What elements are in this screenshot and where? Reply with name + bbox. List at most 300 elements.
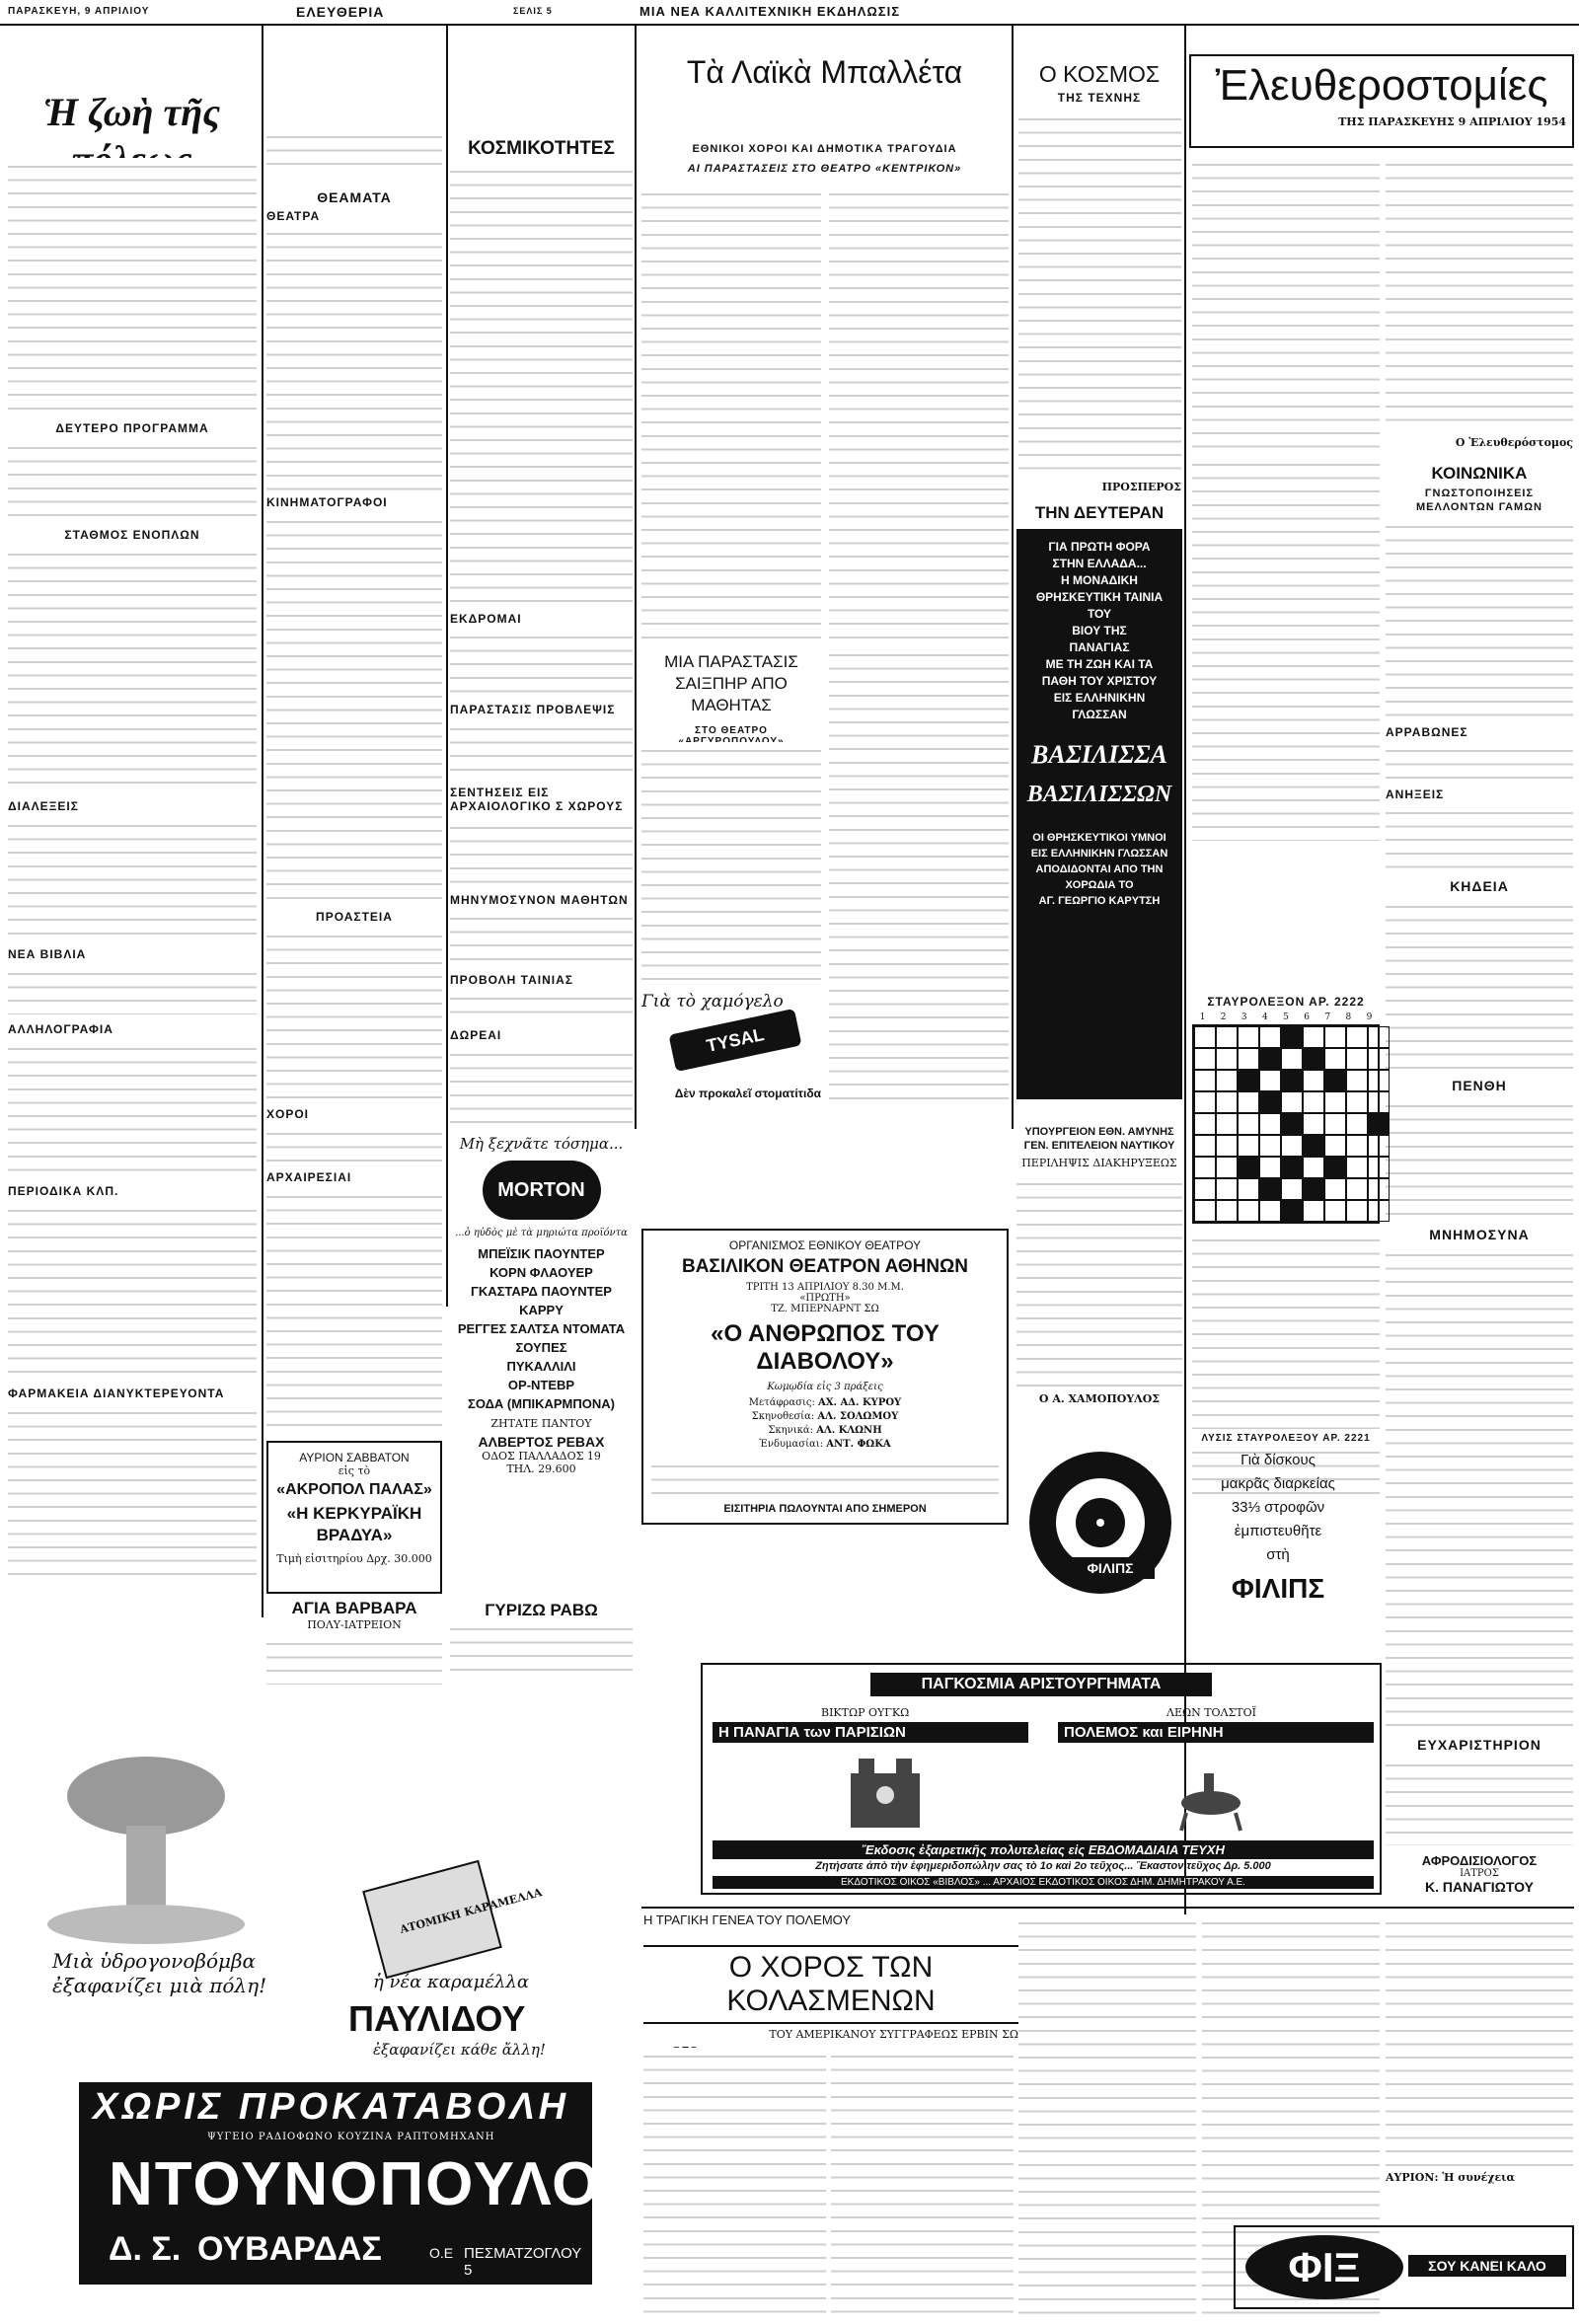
crossword-cell[interactable] [1324, 1157, 1346, 1178]
theatre-author: ΤΖ. ΜΠΕΡΝΑΡΝΤ ΣΩ [771, 1304, 879, 1314]
crossword-number: 2 [1220, 1012, 1227, 1022]
morton-dealer: ΑΛΒΕΡΤΟΣ ΡΕΒΑΧ [478, 1434, 605, 1450]
no-deposit: ΧΩΡΙΣ ΠΡΟΚΑΤΑΒΟΛΗ [93, 2086, 570, 2128]
crossword-cell[interactable] [1238, 1113, 1259, 1135]
crossword-cell[interactable] [1259, 1091, 1281, 1113]
crossword-cell[interactable] [1324, 1026, 1346, 1048]
crossword-cell[interactable] [1368, 1157, 1390, 1178]
notice-text [266, 128, 442, 168]
crossword-cell[interactable] [1281, 1178, 1303, 1200]
crossword-cell[interactable] [1281, 1113, 1303, 1135]
crossword-grid [1192, 1024, 1380, 1224]
thanks-heading: ΕΥΧΑΡΙΣΤΗΡΙΟΝ [1417, 1737, 1541, 1753]
author-tolstoy: ΛΕΩΝ ΤΟΛΣΤΟΪ [1166, 1706, 1256, 1719]
theatre-date: ΤΡΙΤΗ 13 ΑΠΡΙΛΙΟΥ 8.30 Μ.Μ. [746, 1282, 904, 1293]
serial-text-col5 [1386, 1914, 1573, 2171]
deutera-big2: ΒΑΣΙΛΙΣΣΩΝ [1026, 782, 1172, 807]
philips-line: στὴ [1266, 1546, 1290, 1563]
crossword-cell[interactable] [1238, 1091, 1259, 1113]
theatre-org: ΟΡΓΑΝΙΣΜΟΣ ΕΘΝΙΚΟΥ ΘΕΑΤΡΟΥ [728, 1238, 922, 1252]
crossword-cell[interactable] [1346, 1200, 1368, 1222]
crossword-cell[interactable] [1281, 1048, 1303, 1070]
candy-slogan3: ἡ νέα καραμέλλα [373, 1972, 530, 1992]
crossword-number: 3 [1241, 1012, 1247, 1022]
crossword-cell[interactable] [1259, 1026, 1281, 1048]
serial-kicker: Η ΤΡΑΓΙΚΗ ΓΕΝΕΑ ΤΟΥ ΠΟΛΕΜΟΥ [643, 1912, 852, 1927]
crossword-cell[interactable] [1303, 1070, 1324, 1091]
deutera-line: ΒΙΟΥ ΤΗΣ [1072, 624, 1127, 637]
cinemas-heading: ΚΙΝΗΜΑΤΟΓΡΑΦΟΙ [266, 495, 388, 509]
crossword-cell[interactable] [1303, 1113, 1324, 1135]
dances-text [266, 1125, 442, 1164]
saturday-label: ΑΥΡΙΟΝ ΣΑΒΒΑΤΟΝ [299, 1451, 410, 1464]
serial-author: ΤΟΥ ΑΜΕΡΙΚΑΝΟΥ ΣΥΓΓΡΑΦΕΩΣ ΕΡΒΙΝ ΣΩ [769, 2028, 1018, 2041]
credit-role: Ἐνδυμασίαι: [759, 1439, 827, 1450]
crossword-cell[interactable] [1281, 1091, 1303, 1113]
crossword-cell[interactable] [1324, 1070, 1346, 1091]
evening-title: «Η ΚΕΡΚΥΡΑΪΚΗ ΒΡΑΔΥΑ» [286, 1504, 422, 1544]
masterpieces-ad [701, 1663, 1382, 1895]
crossword-cell[interactable] [1281, 1200, 1303, 1222]
fix-ad [1234, 2225, 1574, 2309]
at-label: εἰς τὸ [338, 1464, 371, 1477]
crossword-cell[interactable] [1259, 1048, 1281, 1070]
philips-line: ἐμπιστευθῆτε [1234, 1523, 1322, 1539]
serial-header [643, 1912, 1018, 2059]
author-hugo: ΒΙΚΤΩΡ ΟΥΓΚΩ [821, 1706, 910, 1719]
lectures-text [8, 817, 257, 936]
memorial-text [450, 910, 633, 969]
crossword-cell[interactable] [1259, 1135, 1281, 1157]
queen-of-queens-film-ad [1016, 503, 1182, 1115]
scholarships-text [450, 819, 633, 888]
crossword-cell[interactable] [1324, 1113, 1346, 1135]
clinic-text [266, 1635, 442, 1685]
crossword-number: 4 [1262, 1012, 1268, 1022]
theatre-genre: Κωμῳδία εἰς 3 πράξεις [767, 1382, 883, 1392]
new-books-text [8, 965, 257, 1014]
crossword-cell[interactable] [1368, 1026, 1390, 1048]
credit-role: Σκηνικά: [768, 1425, 817, 1436]
deutera-bottom [1020, 830, 1178, 909]
society-heading: ΚΟΣΜΙΚΟΤΗΤΕΣ [468, 138, 615, 159]
morton-ad [450, 1135, 633, 1599]
morton-product: ΓΚΑΣΤΑΡΔ ΠΑΟΥΝΤΕΡ [471, 1284, 612, 1299]
morton-product-list [450, 1244, 633, 1413]
morton-ask: ΖΗΤΑΤΕ ΠΑΝΤΟΥ [490, 1417, 592, 1430]
thanks-text [1386, 1757, 1573, 1845]
morton-product: ΡΕΓΓΕΣ ΣΑΛΤΣΑ ΝΤΟΜΑΤΑ [457, 1321, 626, 1336]
deutera-panel [1016, 529, 1182, 1099]
deutera-line: ΕΙΣ ΕΛΛΗΝΙΚΗΝ [1053, 691, 1146, 705]
morton-product: ΚΟΡΝ ΦΛΑΟΥΕΡ [489, 1265, 593, 1280]
crossword-cell[interactable] [1346, 1178, 1368, 1200]
memorial-services-heading: ΜΝΗΜΟΣΥΝΑ [1429, 1227, 1530, 1242]
fix-tagline: ΣΟΥ ΚΑΝΕΙ ΚΑΛΟ [1408, 2255, 1566, 2277]
venue-name: «ΑΚΡΟΠΟΛ ΠΑΛΑΣ» [276, 1481, 432, 1498]
book-notre-dame: Η ΠΑΝΑΓΙΑ των ΠΑΡΙΣΙΩΝ [713, 1722, 1028, 1743]
fix-logo: ΦΙΞ [1245, 2235, 1403, 2299]
crossword-cell[interactable] [1194, 1113, 1216, 1135]
crossword-cell[interactable] [1194, 1200, 1216, 1222]
crossword-number: 6 [1304, 1012, 1310, 1022]
serial-tomorrow: ΑΥΡΙΟΝ: Ἡ συνέχεια [1386, 2171, 1515, 2184]
performance-heading: ΠΑΡΑΣΤΑΣΙΣ ΠΡΟΒΛΕΨΙΣ [450, 703, 616, 716]
eleftherostomies-text-col1 [1192, 156, 1380, 452]
credit-name: ΑΧ. ΑΔ. ΚΥΡΟΥ [818, 1397, 902, 1408]
ballet-title: Τὰ Λαϊκὰ Μπαλλέτα [686, 54, 963, 90]
ballet-sub2: ΑΙ ΠΑΡΑΣΤΑΣΕΙΣ ΣΤΟ ΘΕΑΤΡΟ «ΚΕΝΤΡΙΚΟΝ» [687, 163, 962, 175]
deutera-line: ΓΙΑ ΠΡΩΤΗ ΦΟΡΑ [1048, 540, 1151, 554]
shakespeare-text [641, 742, 821, 984]
crossword-cell[interactable] [1216, 1200, 1238, 1222]
crossword-cell[interactable] [1303, 1026, 1324, 1048]
suburbs-heading: ΠΡΟΑΣΤΕΙΑ [316, 910, 393, 924]
deutera-bottom-line: ΧΟΡΩΔΙΑ ΤΟ [1065, 879, 1134, 891]
theatre-subheading: ΘΕΑΤΡΑ [266, 209, 321, 223]
crossword-cell[interactable] [1216, 1178, 1238, 1200]
company-suffix: Ο.Ε [429, 2245, 454, 2261]
banner-new-event: ΜΙΑ ΝΕΑ ΚΑΛΛΙΤΕΧΝΙΚΗ ΕΚΔΗΛΩΣΙΣ [639, 4, 900, 19]
crossword-cell[interactable] [1303, 1135, 1324, 1157]
shakespeare-title: ΜΙΑ ΠΑΡΑΣΤΑΣΙΣ ΣΑΙΞΠΗΡ ΑΠΟ ΜΑΘΗΤΑΣ [664, 652, 798, 714]
deutera-bottom-line: ΟΙ ΘΡΗΣΚΕΥΤΙΚΟΙ ΥΜΝΟΙ [1032, 832, 1166, 844]
column-rule [446, 24, 448, 1307]
theatre-play: «Ο ΑΝΘΡΩΠΟΣ ΤΟΥ ΔΙΑΒΟΛΟΥ» [711, 1320, 940, 1375]
issue-date: ΠΑΡΑΣΚΕΥΗ, 9 ΑΠΡΙΛΙΟΥ [8, 6, 150, 17]
doctor-specialty: ΑΦΡΟΔΙΣΙΟΛΟΓΟΣ [1421, 1853, 1538, 1868]
crossword-cell[interactable] [1281, 1157, 1303, 1178]
philips-ad [1016, 1439, 1380, 1646]
morton-logo: MORTON [483, 1161, 601, 1220]
crossword-numbers [1192, 1012, 1380, 1022]
crossword-cell[interactable] [1238, 1048, 1259, 1070]
deutera-line: ΠΑΘΗ ΤΟΥ ΧΡΙΣΤΟΥ [1041, 674, 1158, 688]
theatre-premiere: «ΠΡΩΤΗ» [799, 1293, 851, 1304]
theatre-listings [266, 225, 442, 491]
crossword-cell[interactable] [1238, 1135, 1259, 1157]
crossword-cell[interactable] [1368, 1135, 1390, 1157]
dances-heading: ΧΟΡΟΙ [266, 1107, 310, 1121]
screening-text [450, 990, 633, 1024]
morton-slogan: Μὴ ξεχνᾶτε τόσημα... [459, 1135, 624, 1153]
deutera-title: ΤΗΝ ΔΕΥΤΕΡΑΝ [1034, 503, 1165, 522]
crossword-cell[interactable] [1216, 1113, 1238, 1135]
philips-lines [1184, 1449, 1372, 1567]
candy-slogan4: ἐξαφανίζει κάθε ἄλλη! [373, 2041, 546, 2059]
crossword-cell[interactable] [1259, 1157, 1281, 1178]
crossword-cell[interactable] [1194, 1135, 1216, 1157]
crossword-cell[interactable] [1216, 1135, 1238, 1157]
crossword-cell[interactable] [1346, 1091, 1368, 1113]
crossword-cell[interactable] [1303, 1048, 1324, 1070]
masterpieces-banner: ΠΑΓΚΟΣΜΙΑ ΑΡΙΣΤΟΥΡΓΗΜΑΤΑ [870, 1673, 1212, 1696]
serial-rule [641, 1907, 1574, 1909]
society-text [450, 163, 633, 607]
navy-notice [1016, 1125, 1182, 1405]
mourning-text [1386, 1097, 1573, 1221]
funerals-text [1386, 898, 1573, 1071]
kosmos-sub: ΤΗΣ ΤΕΧΝΗΣ [1057, 91, 1142, 105]
credit-name: ΑΛ. ΚΛΩΝΗ [816, 1425, 882, 1436]
crossword-cell[interactable] [1368, 1048, 1390, 1070]
theatres-heading: ΘΕΑΜΑΤΑ [317, 189, 392, 205]
crossword-cell[interactable] [1194, 1048, 1216, 1070]
kerkyra-evening-ad [266, 1441, 442, 1594]
engagements-heading: ΓΝΩΣΤΟΠΟΙΗΣΕΙΣ ΜΕΛΛΟΝΤΩΝ ΓΑΜΩΝ [1415, 487, 1542, 513]
crossword-cell[interactable] [1324, 1048, 1346, 1070]
column-rule [1012, 24, 1014, 1129]
crossword-cell[interactable] [1324, 1200, 1346, 1222]
crossword-cell[interactable] [1303, 1200, 1324, 1222]
morton-address: ΟΔΟΣ ΠΑΛΛΑΔΟΣ 19 [482, 1450, 601, 1462]
city-life-title: Ἡ ζωὴ τῆς [42, 90, 221, 134]
crossword-number: 7 [1324, 1012, 1331, 1022]
pharmacies-text [8, 1404, 257, 1587]
doctor-name: Κ. ΠΑΝΑΓΙΩΤΟΥ [1425, 1879, 1534, 1895]
crossword-cell[interactable] [1368, 1178, 1390, 1200]
memorial-heading: ΜΗΝΥΜΟΣΥΝΟΝ ΜΑΘΗΤΩΝ [450, 893, 629, 907]
column-rule [635, 24, 637, 1129]
morton-product: ΟΡ-ΝΤΕΒΡ [507, 1378, 575, 1392]
serial-title: Ο ΧΟΡΟΣ ΤΩΝ ΚΟΛΑΣΜΕΝΩΝ [643, 1945, 1018, 2024]
eleftherostomies-signature: Ο Ἐλευθερόστομος [1455, 436, 1573, 449]
crossword-cell[interactable] [1281, 1070, 1303, 1091]
eleftherostomies-masthead [1189, 54, 1574, 148]
candy-brand: ΠΑΥΛΙΔΟΥ [348, 1998, 526, 2039]
deutera-line: Η ΜΟΝΑΔΙΚΗ [1061, 573, 1138, 587]
tysal-tagline: Δὲν προκαλεῖ στοματίτιδα [674, 1087, 821, 1100]
suburbs-listings [266, 928, 442, 1105]
ballet-sub1: ΕΘΝΙΚΟΙ ΧΟΡΟΙ ΚΑΙ ΔΗΜΟΤΙΚΑ ΤΡΑΓΟΥΔΙΑ [692, 143, 957, 155]
crossword-cell[interactable] [1259, 1200, 1281, 1222]
crossword-cell[interactable] [1303, 1091, 1324, 1113]
crossword-cell[interactable] [1324, 1178, 1346, 1200]
crossword-number: 1 [1199, 1012, 1206, 1022]
second-program-heading: ΔΕΥΤΕΡΟ ΠΡΟΓΡΑΜΜΑ [55, 421, 209, 435]
morton-product: ΠΥΚΑΛΛΙΛΙ [506, 1359, 576, 1374]
theatre-credits [651, 1396, 999, 1452]
crossword-cell[interactable] [1259, 1070, 1281, 1091]
masterpieces-edition: Ἔκδοσις ἐξαιρετικῆς πολυτελείας εἰς ΕΒΔΟΜΑΔΙΑΙΑ ΤΕΥΧΗ [713, 1840, 1374, 1859]
screening-heading: ΠΡΟΒΟΛΗ ΤΑΙΝΙΑΣ [450, 973, 573, 987]
kosmos-text [1018, 111, 1181, 476]
serial-text-col2 [831, 2048, 1014, 2319]
morton-product: ΜΠΕΪΣΙΚ ΠΑΟΥΝΤΕΡ [478, 1246, 605, 1261]
crossword-cell[interactable] [1346, 1157, 1368, 1178]
crossword-cell[interactable] [1194, 1157, 1216, 1178]
cinema-listings [266, 513, 442, 908]
archaeology-text [266, 1188, 442, 1435]
horseman-illustration [1166, 1754, 1255, 1833]
births-heading: ΑΝΗΞΕΙΣ [1386, 787, 1445, 801]
page-number: ΣΕΛΙΣ 5 [513, 6, 553, 16]
morton-tagline: ...ὁ ηὐδὸς μὲ τὰ μηριώτα προϊόντα [455, 1228, 628, 1238]
ticket-price: Τιμὴ εἰσιτηρίου Δρχ. 30.000 [276, 1552, 432, 1565]
lectures-heading: ΔΙΑΛΕΞΕΙΣ [8, 799, 79, 813]
crossword-cell[interactable] [1259, 1113, 1281, 1135]
philips-line: 33⅓ στροφῶν [1231, 1499, 1325, 1516]
crossword-cell[interactable] [1324, 1135, 1346, 1157]
credit-name: ΑΛ. ΣΟΛΩΜΟΥ [817, 1411, 899, 1422]
national-theatre-ad [641, 1229, 1009, 1525]
candy-box-label: ΑΤΟΜΙΚΗ ΚΑΡΑΜΕΛΛΑ [398, 1886, 544, 1936]
periodicals-heading: ΠΕΡΙΟΔΙΚΑ ΚΛΠ. [8, 1184, 119, 1198]
crossword-cell[interactable] [1216, 1070, 1238, 1091]
doctor-ad [1386, 1853, 1573, 1895]
tysal-tube: TYSAL [668, 1009, 801, 1072]
crossword-cell[interactable] [1346, 1113, 1368, 1135]
gyrizo-title: ΓΥΡΙΖΩ ΡΑΒΩ [485, 1601, 598, 1619]
crossword-cell[interactable] [1238, 1026, 1259, 1048]
ntounopoulos-brand: ΝΤΟΥΝΟΠΟΥΛΟΣ [109, 2150, 640, 2218]
funerals-heading: ΚΗΔΕΙΑ [1450, 878, 1509, 894]
crossword-cell[interactable] [1216, 1048, 1238, 1070]
crossword-cell[interactable] [1216, 1026, 1238, 1048]
deutera-bottom-line: ΑΠΟΔΙΔΟΝΤΑΙ ΑΠΟ ΤΗΝ [1035, 863, 1164, 875]
crossword-solution-title: ΛΥΣΙΣ ΣΤΑΥΡΟΛΕΞΟΥ ΑΡ. 2221 [1201, 1433, 1371, 1444]
theatre-cast [651, 1458, 999, 1497]
morton-phone: ΤΗΛ. 29.600 [506, 1462, 576, 1475]
credit-role: Μετάφρασις: [748, 1397, 819, 1408]
deutera-lines [1020, 539, 1178, 723]
new-books-heading: ΝΕΑ ΒΙΒΛΙΑ [8, 947, 87, 961]
crossword-cell[interactable] [1216, 1091, 1238, 1113]
crossword-clues [1192, 1232, 1380, 1429]
crossword-cell[interactable] [1216, 1157, 1238, 1178]
crossword-cell[interactable] [1238, 1070, 1259, 1091]
crossword-cell[interactable] [1346, 1135, 1368, 1157]
second-program-text [8, 439, 257, 523]
deutera-line: ΤΟΥ [1087, 607, 1112, 621]
navy-title: ΥΠΟΥΡΓΕΙΟΝ ΕΘΝ. ΑΜΥΝΗΣ ΓΕΝ. ΕΠΙΤΕΛΕΙΟΝ ΝΑΥΤΙΚΟΥ [1023, 1126, 1175, 1152]
kosmos-title: Ο ΚΟΣΜΟΣ [1038, 61, 1161, 87]
crossword-cell[interactable] [1346, 1026, 1368, 1048]
ballet-text-col2 [829, 186, 1009, 639]
engagements-text [1386, 518, 1573, 720]
crossword-cell[interactable] [1346, 1070, 1368, 1091]
morton-product: ΣΟΥΠΕΣ [515, 1340, 567, 1355]
deutera-bottom-line: ΕΙΣ ΕΛΛΗΝΙΚΗΝ ΓΛΩΣΣΑΝ [1030, 848, 1168, 860]
periodicals-text [8, 1202, 257, 1380]
memorial-services-text [1386, 1246, 1573, 1730]
pavlidou-candy-ad [8, 1717, 639, 2072]
philips-line: μακρᾶς διαρκείας [1221, 1475, 1335, 1492]
crossword-cell[interactable] [1368, 1070, 1390, 1091]
candy-slogan2: ἐξαφανίζει μιὰ πόλη! [52, 1974, 267, 1997]
letters-heading: ΑΛΛΗΛΟΓΡΑΦΙΑ [8, 1022, 113, 1036]
header-rule [0, 24, 1579, 26]
crossword-number: 8 [1345, 1012, 1352, 1022]
crossword-cell[interactable] [1194, 1091, 1216, 1113]
partner-name: ΟΥΒΑΡΔΑΣ [197, 2230, 382, 2268]
social-title: ΚΟΙΝΩΝΙΚΑ [1431, 464, 1528, 483]
credit-line [651, 1424, 999, 1438]
doctor-sub: ΙΑΤΡΟΣ [1460, 1868, 1499, 1879]
crossword-cell[interactable] [1281, 1135, 1303, 1157]
navy-text [1016, 1175, 1182, 1392]
engaged-heading: ΑΡΡΑΒΩΝΕΣ [1386, 725, 1468, 739]
brand-initials: Δ. Σ. [109, 2230, 182, 2268]
shakespeare-sub: ΣΤΟ ΘΕΑΤΡΟ [695, 725, 768, 736]
navy-sub: ΠΕΡΙΛΗΨΙΣ ΔΙΑΚΗΡΥΞΕΩΣ [1021, 1157, 1177, 1169]
crossword-cell[interactable] [1346, 1048, 1368, 1070]
crossword-cell[interactable] [1238, 1157, 1259, 1178]
mourning-heading: ΠΕΝΘΗ [1452, 1078, 1507, 1093]
masterpieces-price: Ζητήσατε ἀπὸ τὴν ἐφημεριδοπώλην σας τὸ 1ο καὶ 2ο τεῦχος... Ἕκαστον τεῦχος Δρ. 5.000 [815, 1860, 1271, 1872]
serial-text-col3 [1018, 1914, 1196, 2319]
mushroom-cloud-illustration [8, 1717, 639, 2072]
gyrizo-ad [450, 1601, 633, 1680]
clinic-name: ΑΓΙΑ ΒΑΡΒΑΡΑ [291, 1599, 417, 1617]
crossword-number: 9 [1366, 1012, 1373, 1022]
crossword-cell[interactable] [1259, 1178, 1281, 1200]
donations-text [450, 1046, 633, 1125]
theatre-name: ΒΑΣΙΛΙΚΟΝ ΘΕΑΤΡΟΝ ΑΘΗΝΩΝ [681, 1256, 969, 1277]
crossword-cell[interactable] [1368, 1113, 1390, 1135]
deutera-bottom-line: ΑΓ. ΓΕΩΡΓΙΟ ΚΑΡΥΤΣΗ [1038, 895, 1161, 907]
tysal-ad [641, 992, 821, 1125]
pharmacies-heading: ΦΑΡΜΑΚΕΙΑ ΔΙΑΝΥΚΤΕΡΕΥΟΝΤΑ [8, 1387, 225, 1400]
ballet-continued-text [829, 646, 1009, 1100]
eleftherostomies-title: Ἐλευθεροστομίες [1215, 61, 1548, 110]
archaeology-heading: ΑΡΧΑΙΡΕΣΙΑΙ [266, 1170, 352, 1184]
crossword-cell[interactable] [1238, 1178, 1259, 1200]
armed-forces-heading: ΣΤΑΘΜΟΣ ΕΝΟΠΛΩΝ [64, 528, 200, 542]
theatre-tickets: ΕΙΣΙΤΗΡΙΑ ΠΩΛΟΥΝΤΑΙ ΑΠΟ ΣΗΜΕΡΟΝ [723, 1503, 927, 1515]
crossword-cell[interactable] [1194, 1178, 1216, 1200]
crossword-number: 5 [1283, 1012, 1289, 1022]
clinic-ad [266, 1599, 442, 1687]
radio-listings-text [8, 158, 257, 414]
crossword-cell[interactable] [1194, 1026, 1216, 1048]
crossword-cell[interactable] [1194, 1070, 1216, 1091]
letters-text [8, 1040, 257, 1178]
morton-product: ΣΟΔΑ (ΜΠΙΚΑΡΜΠΟΝΑ) [468, 1396, 615, 1411]
philips-brand: ΦΙΛΙΠΣ [1231, 1573, 1325, 1604]
crossword-title: ΣΤΑΥΡΟΛΕΞΟΝ ΑΡ. 2222 [1207, 995, 1365, 1009]
paper-name: ΕΛΕΥΘΕΡΙΑ [296, 4, 385, 20]
crossword-cell[interactable] [1368, 1200, 1390, 1222]
philips-logo-band: ΦΙΛΙΠΣ [1066, 1557, 1155, 1579]
deutera-line: ΜΕ ΤΗ ΖΩΗ ΚΑΙ ΤΑ [1045, 657, 1154, 671]
book-war-and-peace: ΠΟΛΕΜΟΣ και ΕΙΡΗΝΗ [1058, 1722, 1374, 1743]
masterpieces-publisher: ΕΚΔΟΤΙΚΟΣ ΟΙΚΟΣ «ΒΙΒΛΟΣ» ... ΑΡΧΑΙΟΣ ΕΚΔΟΤΙΚΟΣ ΟΙΚΟΣ ΔΗΜ. ΔΗΜΗΤΡΑΚΟΥ Α.Ε. [713, 1876, 1374, 1889]
column-rule [262, 24, 263, 1617]
crossword-cell[interactable] [1281, 1026, 1303, 1048]
ntounopoulos-ad [79, 2082, 640, 2285]
crossword-cell[interactable] [1324, 1091, 1346, 1113]
excursion-text [450, 629, 633, 698]
kosmos-signature: ΠΡΟΣΠΕΡΟΣ [1101, 481, 1181, 493]
crossword-cell[interactable] [1238, 1200, 1259, 1222]
engaged-text [1386, 742, 1573, 782]
appliance-list: ΨΥΓΕΙΟ ΡΑΔΙΟΦΩΝΟ ΚΟΥΖΙΝΑ ΡΑΠΤΟΜΗΧΑΝΗ [207, 2132, 495, 2142]
crossword-cell[interactable] [1303, 1178, 1324, 1200]
credit-name: ΑΝΤ. ΦΩΚΑ [826, 1439, 891, 1450]
deutera-big1: ΒΑΣΙΛΙΣΣΑ [1031, 740, 1167, 769]
candy-slogan1: Μιὰ ὑδρογονοβόμβα [52, 1949, 257, 1973]
deutera-line: ΓΛΩΣΣΑΝ [1072, 708, 1127, 721]
crossword [1192, 995, 1380, 1503]
tysal-slogan: Γιὰ τὸ χαμόγελο [641, 992, 784, 1012]
ballet-text-col1 [641, 186, 821, 639]
crossword-cell[interactable] [1303, 1157, 1324, 1178]
navy-signature: Ο Α. ΧΑΜΟΠΟΥΛΟΣ [1038, 1392, 1161, 1405]
credit-line [651, 1396, 999, 1410]
crossword-cell[interactable] [1368, 1091, 1390, 1113]
philips-line: Γιὰ δίσκους [1241, 1452, 1316, 1468]
